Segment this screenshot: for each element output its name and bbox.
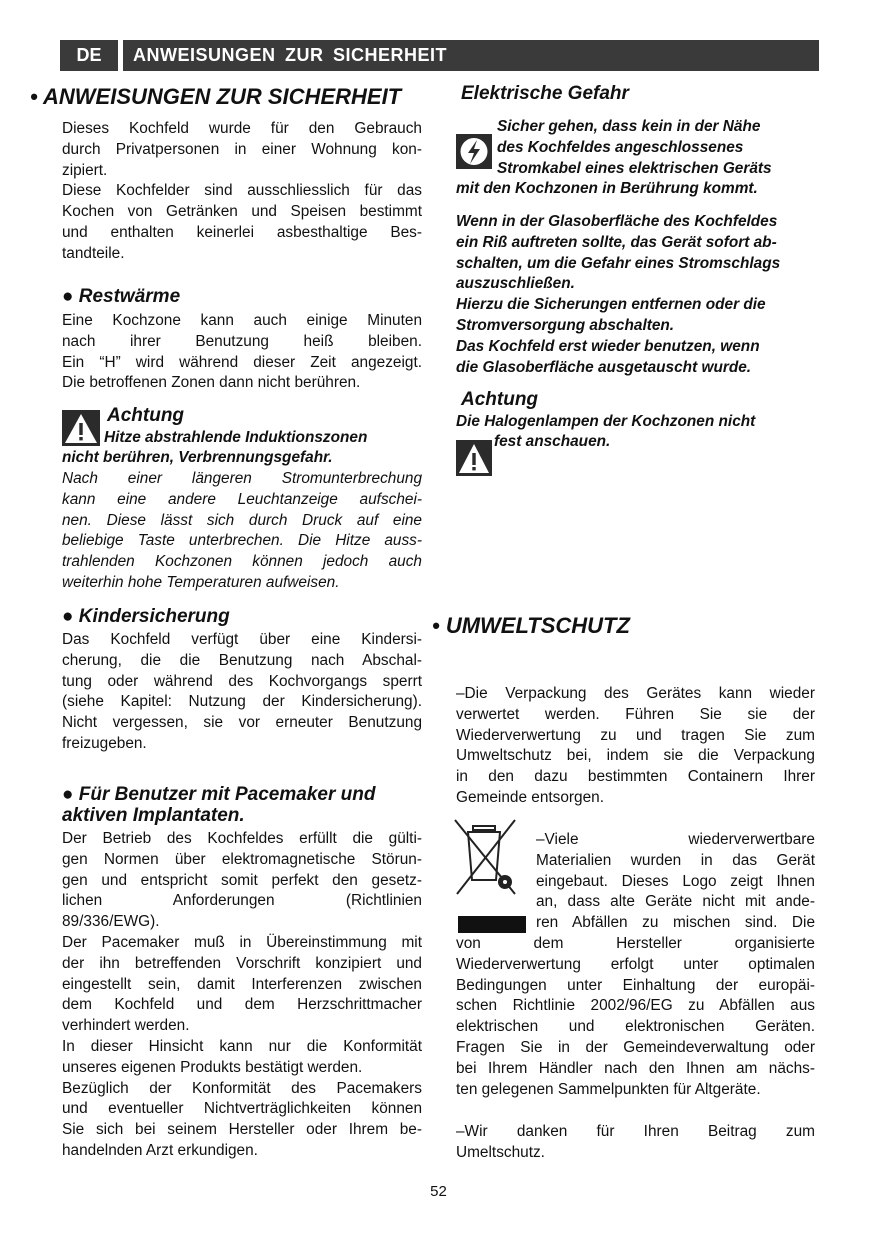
text-line: eingebaut. Dieses Logo zeigt Ihnen (536, 872, 815, 890)
text-line: nen. Diese lässt sich durch Druck auf eine (62, 511, 422, 529)
text-line: Fragen Sie in der Gemeindeverwaltung oder (456, 1038, 815, 1056)
text-line: freizugeben. (62, 734, 147, 752)
text-line: Eine Kochzone kann auch einige Minuten (62, 312, 422, 329)
text-line: Diese Kochfelder sind ausschliesslich für das (62, 182, 422, 200)
text-line: tung oder während des Kochvorgangs sperrt (62, 672, 422, 690)
electric-hazard-icon (456, 134, 492, 169)
heading-restwaerme: ● Restwärme (62, 286, 181, 307)
section-title-umweltschutz: • UMWELTSCHUTZ (432, 613, 630, 638)
text-line: handelnden Arzt erkundigen. (62, 1141, 258, 1159)
text-line: die Glasoberfläche ausgetauscht wurde. (456, 358, 752, 376)
text-line: des Kochfeldes angeschlossenes (497, 138, 744, 156)
text-line: schalten, um die Gefahr eines Stromschlags (456, 254, 781, 272)
weee-bin-icon (453, 818, 519, 896)
text-line: –Viele wiederverwertbare (536, 831, 815, 848)
heading-achtung-left: Achtung (107, 405, 185, 426)
page-number: 52 (430, 1183, 447, 1200)
language-badge: DE (60, 40, 118, 71)
text-line: Wiederverwertung erfolgt unter optimalen (456, 955, 815, 973)
text-line: verwertet werden. Führen Sie sie der (456, 705, 815, 723)
text-line: cherung, die die Benutzung nach Abschal- (62, 651, 422, 669)
text-line: Wiederverwertung zu und tragen Sie zum (456, 726, 815, 744)
text-line: gen und entspricht somit perfekt den gesetz- (62, 871, 422, 889)
text-line: Stromversorgung abschalten. (456, 316, 675, 334)
text-line: trahlenden Kochzonen können jedoch auch (62, 553, 422, 571)
text-line: Umeltschutz. (456, 1143, 545, 1161)
achtung-bold-1: Hitze abstrahlende Induktionszonen (104, 429, 368, 446)
text-line: und eventueller Nichtverträglichkeiten können (62, 1100, 422, 1118)
elektro-icon-text (497, 117, 772, 179)
achtung-bold-2: nicht berühren, Verbrennungsgefahr. (62, 449, 333, 466)
text-line: Kochen von Getränken und Speisen bestimmt (62, 203, 422, 221)
heading-pacemaker-2: aktiven Implantaten. (62, 805, 245, 826)
text-line: Materialien wurden in das Gerät (536, 851, 815, 869)
text-line: von dem Hersteller organisierte (456, 935, 815, 952)
umwelt-text-2 (456, 934, 815, 1100)
text-line: auszuschließen. (456, 275, 575, 293)
text-line: tandteile. (62, 244, 125, 262)
text-line: Hierzu die Sicherungen entfernen oder die (456, 296, 766, 314)
header-title: ANWEISUNGEN ZUR SICHERHEIT (123, 40, 819, 71)
text-line: Bedingungen unter Einhaltung der europäi- (456, 976, 815, 994)
text-line: Wenn in der Glasoberfläche des Kochfeldes (456, 213, 778, 230)
text-line: Sicher gehen, dass kein in der Nähe (497, 118, 761, 135)
text-line: eingestellt sein, damit Interferenzen zwischen (62, 975, 422, 993)
text-line: Der Betrieb des Kochfeldes erfüllt die gülti- (62, 830, 422, 847)
umwelt-text-1 (456, 684, 815, 809)
text-line: Der Pacemaker muß in Übereinstimmung mit (62, 933, 422, 951)
text-line: gen Normen über elektromagnetische Störun- (62, 850, 422, 868)
text-line: bei Ihrem Händler nach den Ihnen am nächs- (456, 1059, 815, 1077)
text-line: Das Kochfeld erst wieder benutzen, wenn (456, 337, 760, 355)
text-line: –Die Verpackung des Gerätes kann wieder (456, 685, 815, 702)
restwaerme-text (62, 311, 422, 394)
text-line: unseres eigenen Produkts bestätigt werden. (62, 1058, 363, 1076)
kindersicherung-text (62, 630, 422, 755)
text-line: schen Richtlinie 2002/96/EG zu Abfällen aus (456, 997, 815, 1015)
pacemaker-text (62, 829, 422, 1162)
text-line: und enthalten keinerlei asbesthaltige Bes- (62, 223, 422, 241)
text-line: beliebige Taste unterbrechen. Die Hitze auss- (62, 532, 422, 550)
text-line: Sie sich bei seinem Hersteller oder Ihrem be- (62, 1121, 422, 1139)
achtung-text (62, 469, 422, 594)
text-line: (siehe Kapitel: Nutzung der Kindersicherung). (62, 693, 422, 711)
text-line: Das Kochfeld verfügt über eine Kindersi- (62, 631, 422, 648)
heading-achtung-right: Achtung (461, 389, 539, 410)
intro-text (62, 119, 422, 265)
text-line: lichen Anforderungen (Richtlinien (62, 892, 422, 910)
text-line: an, dass alte Geräte nicht mit ande- (536, 893, 815, 911)
text-line: nach ihrer Benutzung heiß bleiben. (62, 332, 422, 350)
glas-text (456, 212, 816, 378)
text-line: Nach einer längeren Stromunterbrechung (62, 470, 422, 487)
text-line: Umweltschutz bei, indem sie die Verpackung (456, 747, 815, 765)
text-line: ten gelegenen Sammelpunkten für Altgeräte. (456, 1080, 761, 1098)
heading-pacemaker-1: ● Für Benutzer mit Pacemaker und (62, 784, 376, 805)
text-line: Bezüglich der Konformität des Pacemakers (62, 1079, 422, 1097)
text-line: Nicht vergessen, sie vor erneuter Benutzung (62, 714, 422, 732)
text-line: Stromkabel eines elektrischen Geräts (497, 159, 772, 177)
achtung-halogen-1: Die Halogenlampen der Kochzonen nicht (456, 413, 756, 430)
text-line: elektrischen und elektronischen Geräten. (456, 1018, 815, 1036)
section-title-safety: • ANWEISUNGEN ZUR SICHERHEIT (30, 84, 402, 109)
text-line: durch Privatpersonen in einer Wohnung kon- (62, 140, 422, 158)
text-line: Gemeinde entsorgen. (456, 788, 605, 806)
warning-icon (62, 410, 100, 446)
text-line: in den dazu bestimmten Containern Ihrer (456, 768, 815, 786)
text-line: Ein “H” wird während dieser Zeit angezeigt. (62, 353, 422, 371)
text-line: 89/336/EWG). (62, 913, 160, 931)
text-line: der ihn betreffenden Vorschrift konzipiert und (62, 954, 422, 972)
text-line: kann eine andere Leuchtanzeige aufschei- (62, 490, 422, 508)
text-line: weiterhin hohe Temperaturen aufweisen. (62, 573, 340, 591)
text-line: ein Riß auftreten sollte, das Gerät sofort ab- (456, 233, 777, 251)
umwelt-icon-text (536, 830, 815, 934)
text-line: In dieser Hinsicht kann nur die Konformität (62, 1037, 422, 1055)
elektro-line4: mit den Kochzonen in Berührung kommt. (456, 180, 758, 197)
heading-kindersicherung: ● Kindersicherung (62, 606, 230, 627)
text-line: dem Kochfeld und dem Herzschrittmacher (62, 996, 422, 1014)
text-line: Die betroffenen Zonen dann nicht berühren. (62, 374, 361, 392)
umwelt-text-3 (456, 1122, 815, 1164)
text-line: Dieses Kochfeld wurde für den Gebrauch (62, 120, 422, 137)
heading-elektrische-gefahr: Elektrische Gefahr (461, 83, 629, 104)
text-line: verhindert werden. (62, 1017, 190, 1035)
text-line: zipiert. (62, 161, 108, 179)
text-line: –Wir danken für Ihren Beitrag zum (456, 1123, 815, 1140)
achtung-halogen-2: fest anschauen. (494, 433, 611, 450)
warning-icon (456, 440, 492, 476)
black-bar (458, 916, 526, 933)
text-line: ren Abfällen zu mischen sind. Die (536, 914, 815, 932)
